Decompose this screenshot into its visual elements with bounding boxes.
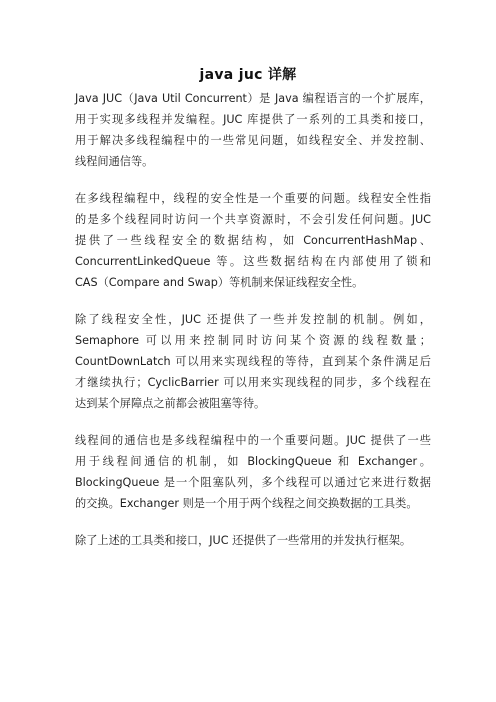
text-line: 除了线程安全性，JUC 还提供了一些并发控制的机制。例如， (75, 313, 431, 326)
paragraph-thread-communication (75, 430, 431, 514)
document-title: java juc 详解 (199, 67, 297, 83)
paragraph-frameworks (75, 530, 431, 551)
paragraph-intro (75, 88, 431, 172)
text-line: 的交换。Exchanger 则是一个用于两个线程之间交换数据的工具类。 (75, 497, 418, 510)
text-line: BlockingQueue 是一个阻塞队列，多个线程可以通过它来进行数据 (75, 476, 431, 489)
text-line: 才继续执行；CyclicBarrier 可以用来实现线程的同步，多个线程在 (75, 376, 431, 389)
text-line: 线程间的通信也是多线程编程中的一个重要问题。JUC 提供了一些 (75, 434, 431, 447)
paragraph-concurrency-control (75, 309, 431, 414)
text-line: 的是多个线程同时访问一个共享资源时，不会引发任何问题。JUC (75, 213, 431, 226)
text-line: 用于解决多线程编程中的一些常见问题，如线程安全、并发控制、 (75, 134, 431, 147)
text-line: CAS（Compare and Swap）等机制来保证线程安全性。 (75, 276, 364, 289)
text-line: CountDownLatch 可以用来实现线程的等待，直到某个条件满足后 (75, 355, 431, 368)
document-body (75, 88, 431, 567)
text-line: 用于线程间通信的机制，如 BlockingQueue 和 Exchanger。 (75, 455, 431, 468)
text-line: Semaphore 可以用来控制同时访问某个资源的线程数量； (75, 334, 431, 347)
text-line: 线程间通信等。 (75, 155, 154, 168)
text-line: 在多线程编程中，线程的安全性是一个重要的问题。线程安全性指 (75, 192, 431, 205)
text-line: 除了上述的工具类和接口，JUC 还提供了一些常用的并发执行框架。 (75, 534, 412, 547)
text-line: 提供了一些线程安全的数据结构，如 ConcurrentHashMap、 (75, 234, 431, 247)
paragraph-thread-safety (75, 188, 431, 293)
text-line: ConcurrentLinkedQueue 等。这些数据结构在内部使用了锁和 (75, 255, 431, 268)
text-line: Java JUC（Java Util Concurrent）是 Java 编程语言的一个扩展库， (75, 92, 431, 105)
text-line: 达到某个屏障点之前都会被阻塞等待。 (75, 397, 266, 410)
text-line: 用于实现多线程并发编程。JUC 库提供了一系列的工具类和接口， (75, 113, 431, 126)
